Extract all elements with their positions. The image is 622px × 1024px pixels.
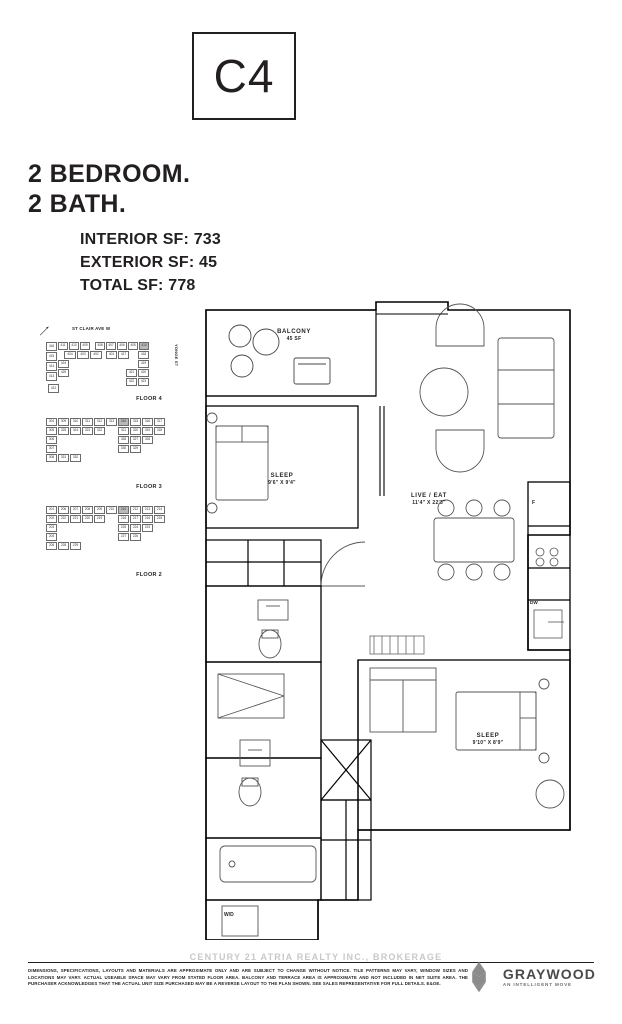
keyplan-unit: 316 bbox=[142, 418, 153, 426]
keyplan-unit: 311 bbox=[82, 418, 93, 426]
exterior-sf: EXTERIOR SF: 45 bbox=[80, 254, 218, 272]
graywood-logo bbox=[462, 960, 596, 994]
keyplan-unit: 411 bbox=[58, 342, 68, 350]
room-label-balcony: BALCONY 45 SF bbox=[277, 329, 311, 343]
brokerage-credit: CENTURY 21 ATRIA REALTY INC., BROKERAGE bbox=[189, 952, 443, 962]
keyplan-unit: 324 bbox=[70, 427, 81, 435]
keyplan-unit: 212 bbox=[130, 506, 141, 514]
keyplan-unit: 413 bbox=[46, 372, 57, 381]
keyplan-unit: 323 bbox=[82, 427, 93, 435]
logo-text-block bbox=[503, 966, 596, 987]
keyplan-unit-highlight: 310 bbox=[118, 418, 129, 426]
keyplan-unit: 306 bbox=[46, 436, 57, 444]
keyplan-unit: 222 bbox=[58, 515, 69, 523]
keyplan-unit: 417 bbox=[118, 351, 129, 359]
keyplan-unit: 325 bbox=[58, 427, 69, 435]
legal-disclaimer: DIMENSIONS, SPECIFICATIONS, LAYOUTS AND MATERIALS ARE APPROXIMATE ONLY AND ARE SUBJECT TO CHANGE WITHOUT NOTICE. TILE PATTERNS MAY VARY, WINDOW SIZES AND LOCATIONS MAY VARY. ACTUAL USEABLE SPACE MAY VARY FROM STATED FLOOR AREA. BALCONY AND TERRACE AREA IS APPROXIMATE AND NOT INCLUDED IN NET SUITE AREA. THE PURCHASER ACKNOWLEDGES THAT THE ACTUAL UNIT SIZE PURCHASED MAY BE A REVERSE LAYOUT TO THE PLAN SHOWN. SEE SALES REPRESENTATIVE FOR FULL DETAILS. E&OE. bbox=[28, 968, 468, 987]
keyplan-unit: 216 bbox=[142, 515, 153, 523]
keyplan-unit: 424 bbox=[58, 360, 69, 368]
keyplan-unit: 328 bbox=[118, 436, 129, 444]
room-label-sleep-2: SLEEP 9'10" X 8'9" bbox=[472, 733, 504, 747]
keyplan-unit: 208 bbox=[82, 506, 93, 514]
keyplan-unit: 207 bbox=[70, 506, 81, 514]
street-label-top: ST CLAIR AVE W bbox=[72, 326, 111, 331]
keyplan-unit: 315 bbox=[130, 418, 141, 426]
keyplan-unit: 305 bbox=[46, 427, 57, 435]
total-sf: TOTAL SF: 778 bbox=[80, 277, 196, 295]
keyplan-unit: 229 bbox=[70, 542, 81, 550]
street-label-right: YONGE ST bbox=[174, 344, 179, 367]
keyplan-unit: 401 bbox=[106, 351, 117, 359]
floor-caption-2: FLOOR 2 bbox=[136, 572, 162, 578]
keyplan-unit: 218 bbox=[118, 515, 129, 523]
key-plan-floor-2 bbox=[20, 498, 180, 576]
floor-caption-4: FLOOR 4 bbox=[136, 396, 162, 402]
keyplan-unit: 206 bbox=[58, 506, 69, 514]
keyplan-unit: 322 bbox=[94, 427, 105, 435]
page-title bbox=[28, 160, 368, 219]
keyplan-unit: 319 bbox=[142, 427, 153, 435]
keyplan-unit: 418 bbox=[138, 351, 149, 359]
room-label-live-eat: LIVE / EAT 11'4" X 22'3" bbox=[411, 493, 447, 507]
keyplan-unit: 329 bbox=[130, 445, 141, 453]
keyplan-unit: 326 bbox=[142, 436, 153, 444]
keyplan-unit: 409 bbox=[80, 342, 90, 350]
keyplan-unit: 331 bbox=[58, 454, 69, 462]
keyplan-unit: 205 bbox=[46, 542, 57, 550]
appliance-label-washer-dryer: W/D bbox=[224, 912, 234, 918]
keyplan-unit: 312 bbox=[94, 418, 105, 426]
key-plan-floor-3 bbox=[20, 410, 180, 488]
interior-sf: INTERIOR SF: 733 bbox=[80, 231, 222, 248]
keyplan-unit: 318 bbox=[154, 427, 165, 435]
area-summary bbox=[80, 228, 221, 298]
keyplan-unit: 415 bbox=[46, 352, 57, 361]
plan-code-text: C4 bbox=[213, 50, 275, 102]
keyplan-unit: 404 bbox=[64, 351, 76, 359]
keyplan-unit: 410 bbox=[69, 342, 79, 350]
keyplan-unit: 423 bbox=[138, 378, 149, 386]
keyplan-unit: 214 bbox=[154, 506, 165, 514]
keyplan-unit: 210 bbox=[106, 506, 117, 514]
keyplan-unit: 422 bbox=[126, 378, 137, 386]
keyplan-unit: 304 bbox=[46, 418, 57, 426]
keyplan-unit: 225 bbox=[118, 524, 129, 532]
keyplan-unit: 414 bbox=[46, 362, 57, 371]
floor-caption-3: FLOOR 3 bbox=[136, 484, 162, 490]
graywood-mark-icon bbox=[462, 960, 496, 994]
keyplan-unit: 313 bbox=[106, 418, 117, 426]
logo-name: GRAYWOOD bbox=[502, 966, 596, 983]
keyplan-unit: 226 bbox=[130, 533, 141, 541]
keyplan-unit: 406 bbox=[117, 342, 127, 350]
keyplan-unit: 201 bbox=[46, 506, 57, 514]
room-label-sleep-1: SLEEP 9'6" X 9'4" bbox=[268, 473, 296, 487]
keyplan-unit: 416 bbox=[46, 342, 57, 351]
keyplan-unit: 421 bbox=[126, 369, 137, 377]
appliance-label-dishwasher: DW bbox=[530, 600, 538, 605]
key-plan-group bbox=[20, 322, 180, 586]
keyplan-unit: 228 bbox=[58, 542, 69, 550]
keyplan-unit: 221 bbox=[70, 515, 81, 523]
keyplan-unit: 308 bbox=[46, 454, 57, 462]
keyplan-unit: 217 bbox=[130, 515, 141, 523]
keyplan-unit: 307 bbox=[46, 445, 57, 453]
keyplan-unit: 403 bbox=[77, 351, 89, 359]
keyplan-unit: 330 bbox=[118, 445, 129, 453]
keyplan-unit: 220 bbox=[82, 515, 93, 523]
keyplan-unit: 209 bbox=[94, 506, 105, 514]
keyplan-unit: 215 bbox=[154, 515, 165, 523]
keyplan-unit: 202 bbox=[46, 515, 57, 523]
keyplan-unit: 419 bbox=[138, 360, 149, 368]
keyplan-unit: 317 bbox=[154, 418, 165, 426]
plan-title-line-2: 2 BATH. bbox=[28, 189, 127, 218]
keyplan-unit: 420 bbox=[138, 369, 149, 377]
keyplan-unit: 213 bbox=[142, 506, 153, 514]
keyplan-unit: 408 bbox=[95, 342, 105, 350]
keyplan-unit: 219 bbox=[94, 515, 105, 523]
keyplan-unit: 309 bbox=[58, 418, 69, 426]
keyplan-unit-highlight: 210 bbox=[118, 506, 129, 514]
appliance-label-fridge: F bbox=[532, 500, 536, 506]
keyplan-unit: 402 bbox=[90, 351, 102, 359]
keyplan-unit: 204 bbox=[46, 533, 57, 541]
floor-plan-svg bbox=[198, 300, 598, 940]
keyplan-unit-highlight: 410 bbox=[139, 342, 149, 350]
keyplan-unit: 320 bbox=[130, 427, 141, 435]
keyplan-unit: 425 bbox=[58, 369, 69, 377]
keyplan-unit: 327 bbox=[130, 436, 141, 444]
plan-title-line-1: 2 BEDROOM. bbox=[28, 160, 191, 188]
logo-tagline: AN INTELLIGENT MOVE bbox=[502, 982, 572, 988]
keyplan-unit: 203 bbox=[46, 524, 57, 532]
keyplan-unit: 310 bbox=[70, 418, 81, 426]
keyplan-unit: 407 bbox=[106, 342, 116, 350]
keyplan-unit: 412 bbox=[48, 384, 59, 393]
keyplan-unit: 332 bbox=[70, 454, 81, 462]
keyplan-unit: 224 bbox=[130, 524, 141, 532]
plan-code-badge bbox=[192, 32, 296, 120]
keyplan-unit: 321 bbox=[118, 427, 129, 435]
key-plan-floor-4 bbox=[20, 322, 180, 400]
compass-icon bbox=[38, 324, 52, 338]
floor-plan-drawing bbox=[198, 300, 598, 940]
keyplan-unit: 223 bbox=[142, 524, 153, 532]
keyplan-unit: 227 bbox=[118, 533, 129, 541]
keyplan-unit: 405 bbox=[128, 342, 138, 350]
